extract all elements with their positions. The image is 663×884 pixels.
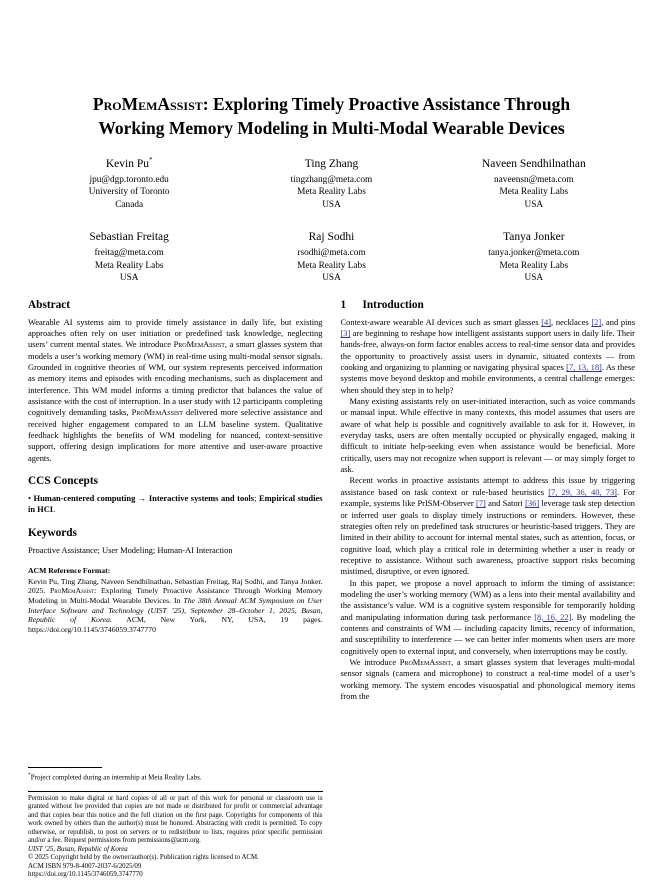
- intro-paragraph: In this paper, we propose a novel approach to inform the timing of assistance: modeling the user’s working memory (WM) as a lens into their mental availability and the assistance’s value. WM is a cognitive system responsible for temporarily holding and manipulating information during task performance [8, 16, 22]. By modeling the contents and constraints of WM — including capacity limits, recency of information, and susceptibility to interference — we can better infer moments when users are more cognitively open to external input, and conversely, when interruptions may be costly.: [340, 577, 636, 656]
- acm-reference-heading: ACM Reference Format:: [28, 566, 111, 576]
- citation-link[interactable]: [7, 29, 36, 40, 73]: [548, 486, 617, 497]
- copyright-line: © 2025 Copyright held by the owner/author(s). Publication rights licensed to ACM.: [28, 854, 259, 862]
- footnote-marker: *: [148, 156, 153, 164]
- footnote-marker: *: [28, 772, 31, 779]
- intro-paragraph: Many existing assistants rely on user-initiated interaction, such as voice commands or manual input. While effective in many contexts, this model assumes that users are aware of what help is possible and cognitively available to ask for it. However, in everyday tasks, users are often mentally occupied or physically engaged, making it difficult to initiate help-seeking even when assistance would be beneficial. More critically, users may not recognize when support is relevant — or may simply forget to ask.: [340, 396, 635, 475]
- author-country: Canada: [115, 199, 144, 210]
- citation-link[interactable]: [4]: [541, 316, 552, 327]
- author-country: USA: [524, 199, 544, 210]
- author-block: [433, 153, 635, 211]
- citation-link[interactable]: [8, 16, 22]: [534, 611, 572, 622]
- citation-link[interactable]: [3]: [340, 328, 351, 338]
- author-block: [230, 153, 432, 211]
- right-column: [341, 299, 636, 884]
- intro-paragraph: We introduce ProMemAssist, a smart glasses system that leverages multi-modal sensor signals (camera and microphone) to construct a real-time model of a user’s working memory. The system encodes visuospatial and phonological memory items from the: [340, 656, 635, 701]
- author-block: [433, 226, 635, 284]
- author-name: Tanya Jonker: [503, 231, 565, 244]
- ccs-heading: CCS Concepts: [28, 475, 98, 488]
- paper-title-line-1: ProMemAssist: Exploring Timely Proactive Assistance Through: [92, 94, 571, 114]
- author-block: [230, 226, 432, 284]
- author-name: Naveen Sendhilnathan: [481, 157, 586, 170]
- author-affiliation: University of Toronto: [88, 187, 170, 198]
- author-name: Sebastian Freitag: [89, 231, 169, 244]
- author-affiliation: Meta Reality Labs: [297, 187, 366, 198]
- intro-paragraph: Context-aware wearable AI devices such as smart glasses [4], necklaces [2], and pins [3] are beginning to reshape how intelligent assistants support users in daily life. Their hands-free, always-on form factor enables access to real-time sensor data and provides the opportunity to proactively assist users in dynamic, situated contexts — from cooking and organizing to planning or navigating physical spaces [7, 13, 18]. As these systems move beyond desktop and mobile environments, a central challenge emerges: when should they step in to help?: [340, 316, 636, 395]
- acm-reference-block: [28, 566, 323, 634]
- isbn-line: ACM ISBN 979-8-4007-2037-6/2025/09: [28, 862, 142, 870]
- intro-paragraph: Recent works in proactive assistants attempt to address this issue by triggering assistance based on task context or rule-based heuristics [7, 29, 36, 40, 73]. For example, systems like PrISM-Observer [7] and Satori [36] leverage task step detection or inferred user goals to display timely instructions or reminders. However, these strategies often rely on predefined task structures or heuristic-based triggers. They are limited in their ability to account for internal mental states, such as attention, focus, or cognitive load, which play a critical role in determining whether a user is ready or receptive to assistance. Without such awareness, proactive support risks becoming mistimed, disruptive, or even ignored.: [340, 475, 636, 577]
- author-email: naveensn@meta.com: [494, 174, 574, 185]
- author-country: USA: [322, 199, 341, 210]
- permission-text: Permission to make digital or hard copies of all or part of this work for personal or classroom use is granted without fee provided that copies are not made or distributed for profit or commercial advantage and that copies bear this notice and the full citation on the first page. Copyrights for components of this work owned by others than the author(s) must be honored. Abstracting with credit is permitted. To copy otherwise, or republish, to post on servers or to redistribute to lists, requires prior specific permission and/or a fee. Request permissions from permissions@acm.org.: [28, 794, 323, 845]
- section-number: 1: [340, 298, 347, 311]
- left-column: [28, 299, 323, 884]
- keywords-text: Proactive Assistance; User Modeling; Human-AI Interaction: [28, 544, 233, 555]
- author-block: [28, 153, 230, 211]
- author-email: tanya.jonker@meta.com: [488, 248, 580, 259]
- footnote-text: *Project completed during an internship at Meta Reality Labs.: [28, 772, 202, 782]
- author-affiliation: Meta Reality Labs: [94, 260, 164, 271]
- paper-title-line-2: Working Memory Modeling in Multi-Modal Wearable Devices: [98, 118, 565, 138]
- venue-line: UIST ’25, Busan, Republic of Korea: [28, 845, 128, 853]
- doi-link[interactable]: https://doi.org/10.1145/3746059.3747770: [28, 871, 143, 879]
- author-block: [28, 226, 230, 284]
- two-column-body: [28, 299, 635, 884]
- author-email: freitag@meta.com: [94, 248, 164, 259]
- abstract-text: Wearable AI systems aim to provide timely assistance in daily life, but existing approaches often rely on user initiation or predefined task knowledge, neglecting users’ current mental states. We introduce ProMemAssist, a smart glasses system that models a user’s working memory (WM) in real-time using multi-modal sensor signals. Grounded in cognitive theories of WM, our system represents perceived information as memory items and episodes with encoding mechanisms, such as displacement and interference. This WM model informs a timing predictor that balances the value of assistance with the cost of interruption. In a user study with 12 participants completing cognitively demanding tasks, ProMemAssist delivered more selective assistance and received higher engagement compared to an LLM baseline system. Qualitative feedback highlights the benefits of WM modeling for nuanced, context-sensitive support, offering design implications for more attentive and user-aware proactive agents.: [28, 316, 323, 463]
- author-affiliation: Meta Reality Labs: [499, 260, 569, 271]
- author-country: USA: [119, 273, 139, 284]
- keywords-heading: Keywords: [28, 526, 77, 539]
- citation-link[interactable]: [7]: [476, 498, 486, 509]
- paper-title: [28, 92, 635, 140]
- author-affiliation: Meta Reality Labs: [499, 187, 569, 198]
- acm-reference-text: Kevin Pu, Ting Zhang, Naveen Sendhilnathan, Sebastian Freitag, Raj Sodhi, and Tanya Jonker. 2025. ProMemAssist: Exploring Timely Proactive Assistance Through Working Memory Modeling in Multi-Modal Wearable Devices. In The 38th Annual ACM Symposium on User Interface Software and Technology (UIST ’25), September 28–October 1, 2025, Busan, Republic of Korea. ACM, New York, NY, USA, 19 pages. https://doi.org/10.1145/3746059.3747770: [28, 576, 323, 634]
- citation-link[interactable]: [7, 13, 18]: [566, 362, 602, 373]
- author-email: tingzhang@meta.com: [290, 174, 373, 185]
- author-name: Ting Zhang: [304, 157, 359, 170]
- citation-link[interactable]: [36]: [525, 498, 540, 509]
- author-name: Raj Sodhi: [308, 231, 355, 244]
- introduction-heading: 1 Introduction: [340, 298, 424, 311]
- author-affiliation: Meta Reality Labs: [297, 260, 366, 271]
- author-country: USA: [322, 273, 341, 284]
- authors-section: [28, 153, 635, 285]
- page-footnotes: [28, 767, 323, 883]
- citation-link[interactable]: [2]: [591, 316, 602, 327]
- abstract-heading: Abstract: [28, 298, 71, 311]
- author-email: rsodhi@meta.com: [297, 248, 366, 259]
- ccs-concepts-text: • Human-centered computing → Interactive systems and tools; Empirical studies in HCI.: [28, 493, 323, 515]
- author-country: USA: [524, 273, 544, 284]
- author-name: Kevin Pu*: [105, 156, 153, 170]
- author-email: jpu@dgp.toronto.edu: [89, 174, 169, 185]
- footnote-rule: [28, 767, 102, 768]
- permission-rule: [28, 791, 323, 792]
